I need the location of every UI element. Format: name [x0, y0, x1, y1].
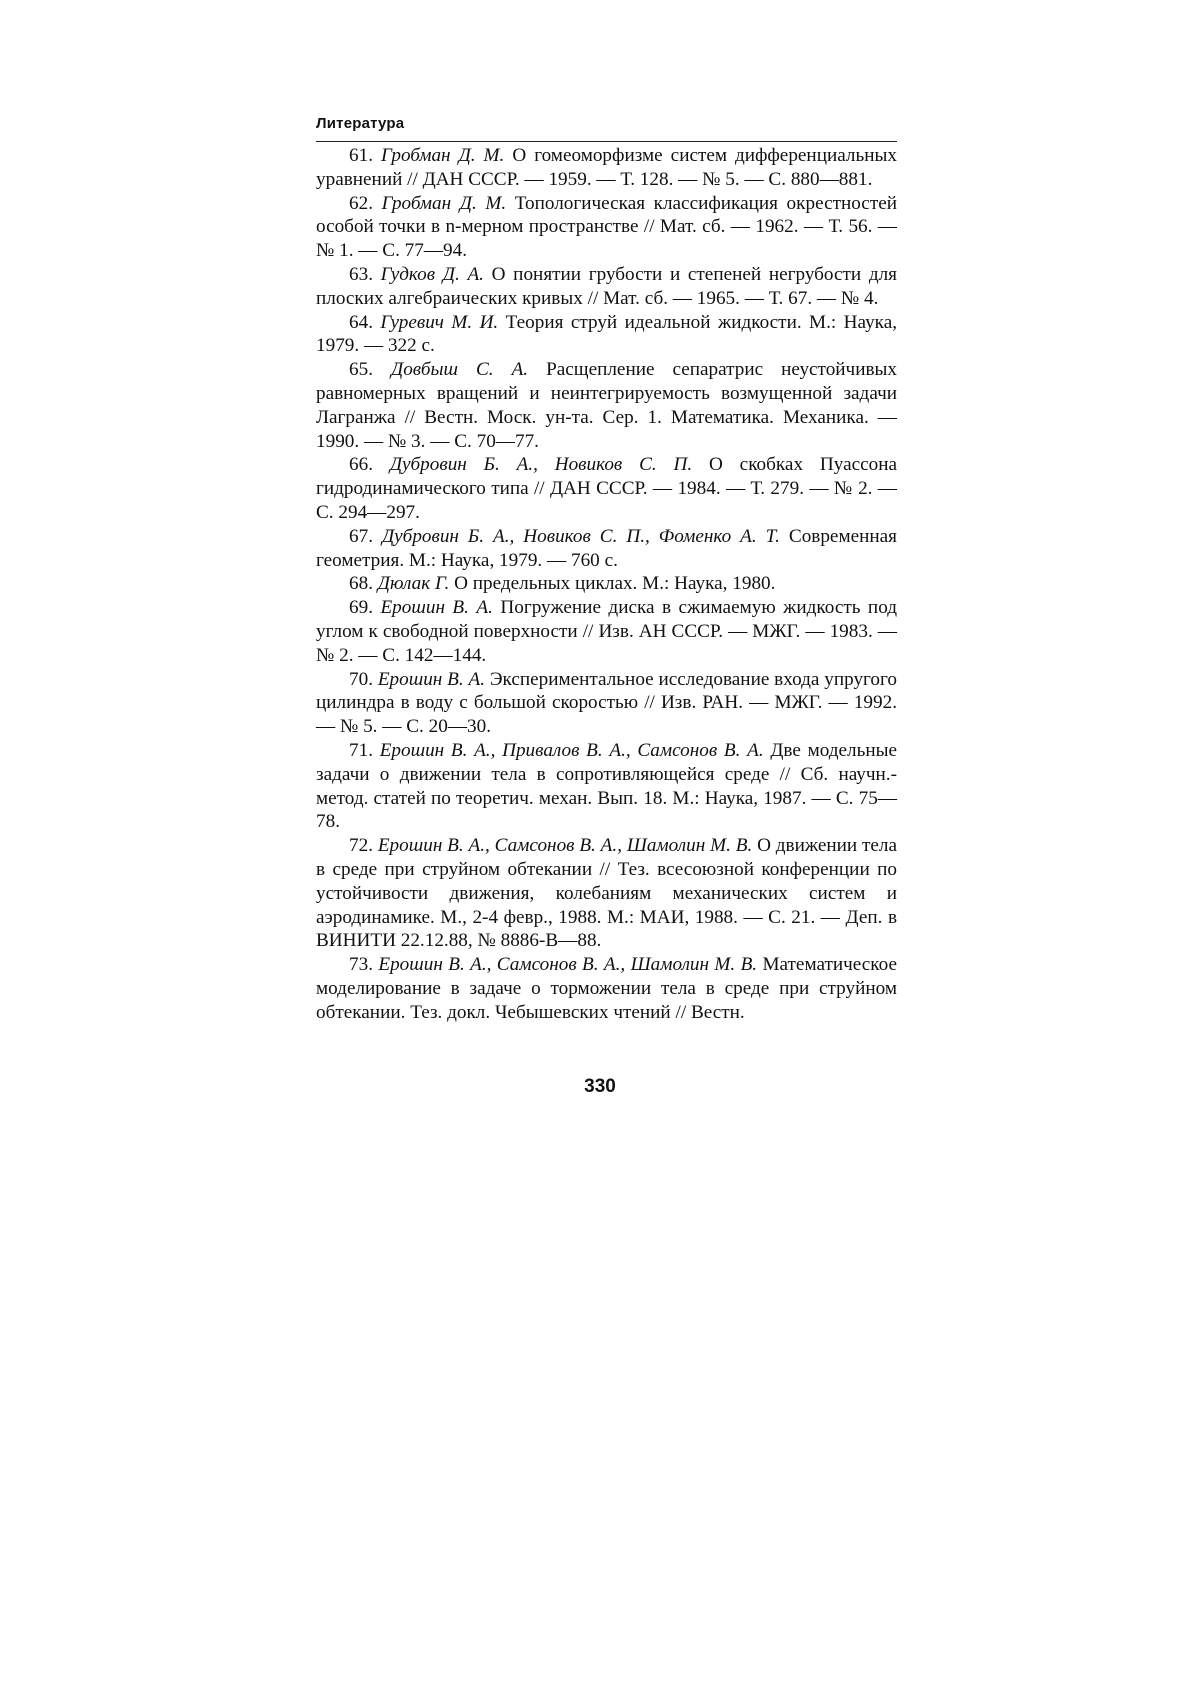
reference-entry — [316, 596, 897, 667]
reference-number: 64. — [349, 311, 373, 333]
reference-authors: Ерошин В. А. — [377, 668, 485, 690]
reference-authors: Довбыш С. А. — [390, 359, 529, 381]
reference-text: Две модельные задачи о движении тела в сопротивляющейся среде // Сб. научн.-метод. статей по теоретич. механ. Вып. 18. М.: Наука, 1987. — С. 75—78. — [316, 739, 898, 833]
reference-entry — [316, 453, 897, 524]
reference-entry — [316, 192, 897, 263]
reference-text: Современная геометрия. М.: Наука, 1979. — 760 с. — [316, 525, 897, 571]
reference-text: Теория струй идеальной жидкости. М.: Наука, 1979. — 322 с. — [316, 311, 898, 357]
reference-number: 71. — [349, 739, 373, 761]
reference-authors: Ерошин В. А., Самсонов В. А., Шамолин М. В. — [377, 835, 753, 857]
reference-number: 63. — [349, 263, 373, 285]
reference-text: Экспериментальное исследование входа упругого цилиндра в воду с большой скоростью // Изв. РАН. — МЖГ. — 1992. — № 5. — С. 20—30. — [316, 668, 898, 738]
page-number: 330 — [584, 1076, 616, 1097]
reference-entry — [316, 358, 897, 453]
reference-entry — [316, 263, 897, 311]
header-rule — [316, 141, 897, 142]
reference-entry — [316, 668, 897, 739]
reference-entry — [316, 739, 897, 834]
reference-authors: Дюлак Г. — [377, 573, 450, 595]
reference-authors: Гудков Д. А. — [380, 263, 484, 285]
reference-text: О понятии грубости и степеней негрубости для плоских алгебраических кривых // Мат. сб. — 1965. — Т. 67. — № 4. — [316, 263, 898, 309]
reference-number: 67. — [349, 525, 373, 547]
reference-number: 72. — [349, 835, 373, 857]
reference-entry — [316, 311, 897, 359]
reference-number: 65. — [349, 359, 373, 381]
reference-entry — [316, 525, 897, 573]
reference-text: О скобках Пуассона гидродинамического типа // ДАН СССР. — 1984. — Т. 279. — № 2. — С. 294—297. — [316, 454, 897, 523]
reference-number: 62. — [349, 192, 373, 214]
reference-entry — [316, 953, 897, 1024]
reference-text: О гомеоморфизме систем дифференциальных уравнений // ДАН СССР. — 1959. — Т. 128. — № 5. — С. 880—881. — [316, 145, 897, 190]
reference-authors: Дубровин Б. А., Новиков С. П. — [389, 454, 693, 476]
reference-number: 69. — [349, 597, 373, 619]
running-title: Литература — [316, 115, 405, 132]
reference-number: 61. — [349, 145, 373, 166]
reference-number: 70. — [349, 668, 373, 690]
reference-text: Математическое моделирование в задаче о торможении тела в среде при струйном обтекании. Тез. докл. Чебышевских чтений // Вестн. — [316, 954, 897, 1023]
reference-list — [316, 144, 897, 1024]
reference-text: О предельных циклах. М.: Наука, 1980. — [454, 573, 776, 595]
reference-authors: Гуревич М. И. — [380, 311, 499, 333]
reference-authors: Дубровин Б. А., Новиков С. П., Фоменко А. Т. — [381, 525, 780, 547]
reference-number: 73. — [349, 954, 373, 976]
reference-authors: Ерошин В. А., Привалов В. А., Самсонов В. А. — [379, 739, 764, 761]
reference-entry — [316, 144, 897, 192]
reference-number: 66. — [349, 454, 373, 476]
reference-text: Расщепление сепаратрис неустойчивых равномерных вращений и неинтегрируемость возмущенной задачи Лагранжа // Вестн. Моск. ун-та. Сер. 1. Математика. Механика. — 1990. — № 3. — С. 70—77. — [316, 359, 898, 452]
reference-text: О движении тела в среде при струйном обтекании // Тез. всесоюзной конференции по устойчивости движения, колебаниям механических систем и аэродинамике. М., 2-4 февр., 1988. М.: МАИ, 1988. — С. 21. — Деп. в ВИНИТИ 22.12.88, № 8886-В—88. — [316, 835, 898, 952]
reference-text: Топологическая классификация окрестностей особой точки в n-мерном пространстве // Мат. сб. — 1962. — Т. 56. — № 1. — С. 77—94. — [316, 192, 897, 262]
reference-number: 68. — [349, 573, 373, 595]
reference-text: Погружение диска в сжимаемую жидкость под углом к свободной поверхности // Изв. АН СССР. — МЖГ. — 1983. — № 2. — С. 142—144. — [316, 597, 898, 666]
reference-authors: Гробман Д. М. — [380, 145, 505, 166]
reference-authors: Гробман Д. М. — [381, 192, 507, 214]
reference-entry — [316, 834, 897, 953]
reference-authors: Ерошин В. А., Самсонов В. А., Шамолин М. В. — [378, 954, 758, 976]
reference-authors: Ерошин В. А. — [380, 597, 493, 619]
reference-entry — [316, 572, 897, 596]
